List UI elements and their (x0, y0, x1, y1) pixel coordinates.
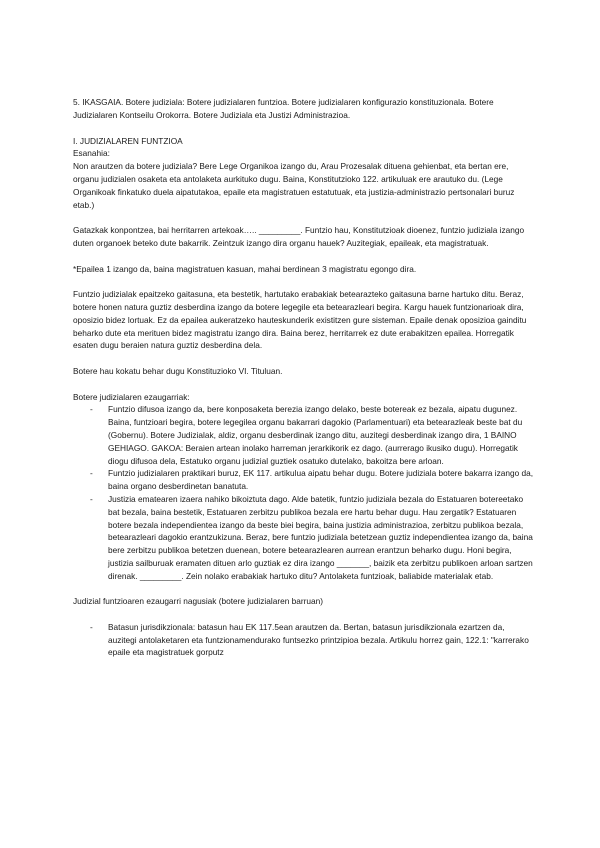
subheading-meaning: Esanahia: (73, 148, 110, 159)
list-item: - Batasun jurisdikzionala: batasun hau EK 117.5ean arautzen da. Bertan, batasun jurisdikzionala ezartzen da, auzitegi antolaketaren eta funtzionamendurako funtsezko printzipioa bezala. Artikulu horrez gain, 122.1: "karrerako epaile eta magistratuek gorputz (73, 621, 535, 659)
characteristics-list (73, 403, 535, 582)
section-heading-main-features: Judizial funtzioaren ezaugarri nagusiak (botere judizialaren barruan) (73, 596, 323, 607)
document-page (73, 96, 535, 659)
paragraph-regulation: Non arautzen da botere judiziala? Bere Lege Organikoa izango du, Arau Prozesalak dituena gehienbat, eta bertan ere, organu judizialen osaketa eta antolaketa aurkituko dugu. Baina, Konstitutzioko 122. artikuluak ere arautuko du. (Lege Organikoak finkatuko duela aipatutakoa, epaile eta magistratuen estatutuak, eta justizia-administrazio pertsonalari buruz etab.) (73, 161, 515, 210)
paragraph-constitution-title: Botere hau kokatu behar dugu Konstituzioko VI. Tituluan. (73, 365, 283, 376)
paragraph-judicial-function: Funtzio judizialak epaitzeko gaitasuna, eta bestetik, hartutako erabakiak betearazteko gaitasuna barne hartuko ditu. Beraz, botere honen natura guztiz desberdina izango da botere legegile eta betearazleari begira. Kargu hauek funtzionarioak dira, oposizio bidez lortuak. Ez da epailea aukeratzeko hauteskunderik existitzen gure sisteman. Epaile denak oposizioa gainditu beharko dute eta merituen bidez magistratu izango dira. Baina berez, herritarrek ez dute erabakitzen epailea. Horregatik esaten dugu beraien natura guztiz desberdina dela. (73, 289, 527, 351)
paragraph-note-judges: *Epailea 1 izango da, baina magistratuen kasuan, mahai berdinean 3 magistratu egongo dira. (73, 263, 417, 274)
section-heading-characteristics: Botere judizialaren ezaugarriak: (73, 391, 190, 402)
list-item: - Funtzio difusoa izango da, bere konposaketa berezia izango delako, beste botereak ez bezala, aipatu dugunez. Baina, funtzioari begira, botere legegilea organu bakarrari dagokio (Parlamentuari) eta betearazleak beste bat du (Gobernu). Botere Judizialak, aldiz, organu desberdinak izango ditu, auzitegi desberdinak izango dira, 1 BAINO GEHIAGO. GAKOA: Beraien artean inolako harreman jerarkikorik ez dago. (aurrerago ikusiko dugu). Horregatik diogu difusoa dela, Estatuko organu judizial guztiek osatuko dutelako, bakoitza bere arloan. (73, 403, 535, 467)
lesson-title: 5. IKASGAIA. Botere judiziala: Botere judizialaren funtzioa. Botere judizialaren konfigurazio konstituzionala. Botere Judizialaren Kontseilu Orokorra. Botere Judiziala eta Justizi Administrazioa. (73, 97, 494, 120)
main-features-list (73, 621, 535, 659)
paragraph-conflicts: Gatazkak konpontzea, bai herritarren artekoak….. _________. Funtzio hau, Konstitutzioak dioenez, funtzio judiziala izango duten organoek beteko dute bakarrik. Zeintzuk izango dira organu hauek? Auzitegiak, epaileak, eta magistratuak. (73, 225, 525, 248)
list-item: - Justizia ematearen izaera nahiko bikoiztuta dago. Alde batetik, funtzio judiziala bezala do Estatuaren botereetako bat bezala, baina bestetik, Estatuaren zerbitzu publikoa bezala ere hartu behar dugu. Hau zergatik? Estatuaren botere bezala independientea izango da beste biei begira, baina justizia administrazioa, zerbitzu publikoa bezala, betearazleari dagokio erantzukizuna. Beraz, bere funtzio judiziala betetzean guztiz independientea izango da, baina bere zerbitzu publikoa betetzen duenean, botere betearazlearen aurrean erantzun beharko dugu. Honi begira, justizia sailburuak eramaten dituen arlo guztiak ez dira izango _______, baizik eta zerbitzu publikoen arloan sartzen direnak. _________. Zein nolako erabakiak hartuko ditu? Antolaketa funtzioak, baliabide materialak etab. (73, 493, 535, 583)
section-heading-function: I. JUDIZIALAREN FUNTZIOA (73, 135, 183, 146)
list-item: - Funtzio judizialaren praktikari buruz, EK 117. artikulua aipatu behar dugu. Botere judiziala botere bakarra izango da, baina organo desberdinetan banatuta. (73, 467, 535, 493)
